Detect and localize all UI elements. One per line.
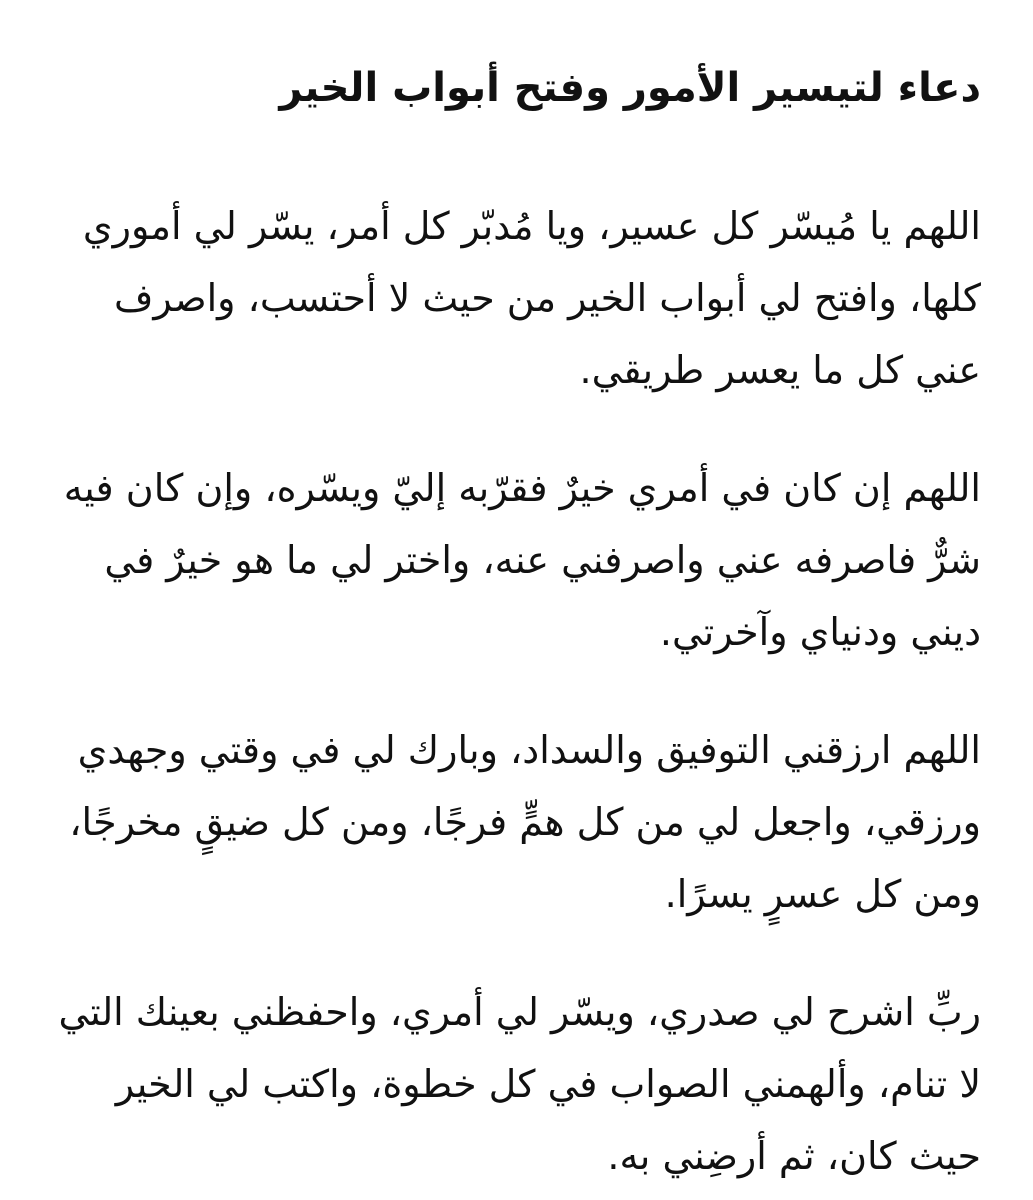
dua-paragraph-1: اللهم يا مُيسّر كل عسير، ويا مُدبّر كل أمر، يسّر لي أموري كلها، وافتح لي أبواب الخير من حيث لا أحتسب، واصرف عني كل ما يعسر طريقي. xyxy=(82,204,981,392)
dua-paragraph-3: اللهم ارزقني التوفيق والسداد، وبارك لي في وقتي وجهدي ورزقي، واجعل لي من كل همٍّ فرجًا، ومن كل ضيقٍ مخرجًا، ومن كل عسرٍ يسرًا. xyxy=(69,728,981,916)
dua-paragraph-4: ربِّ اشرح لي صدري، ويسّر لي أمري، واحفظني بعينك التي لا تنام، وألهمني الصواب في كل خطوة، واكتب لي الخير حيث كان، ثم أرضِني به. xyxy=(58,990,981,1178)
document-title: دعاء لتيسير الأمور وفتح أبواب الخير xyxy=(279,65,981,111)
dua-paragraph-2: اللهم إن كان في أمري خيرٌ فقرّبه إليّ ويسّره، وإن كان فيه شرٌّ فاصرفه عني واصرفني عنه، واختر لي ما هو خيرٌ في ديني ودنياي وآخرتي. xyxy=(63,466,981,654)
